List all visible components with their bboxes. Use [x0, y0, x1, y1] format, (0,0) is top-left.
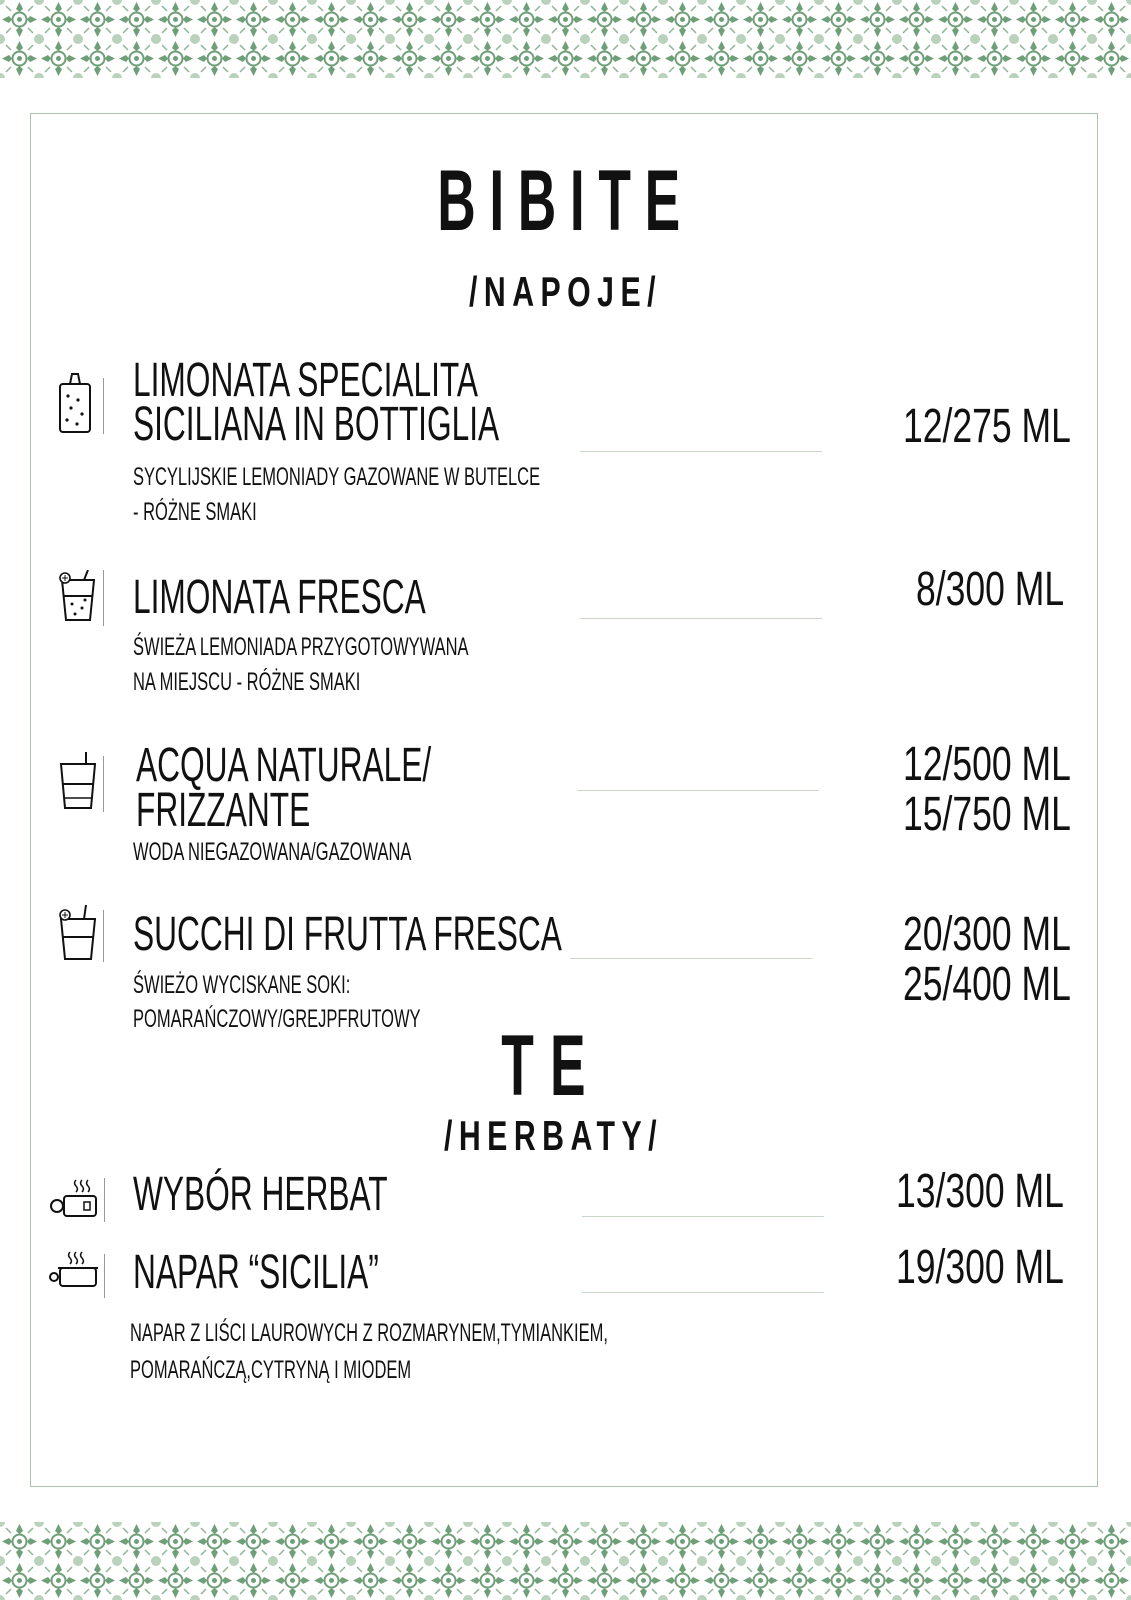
tile-pattern: [0, 0, 1131, 78]
icon-separator: [104, 1178, 105, 1222]
tile-pattern: [0, 1522, 1131, 1600]
price-leader-line: [582, 1216, 824, 1217]
item-description-line: - RÓŻNE SMAKI: [133, 498, 257, 526]
section-subtitle-napoje: /NAPOJE/: [468, 268, 663, 315]
item-name-line: NAPAR “SICILIA”: [133, 1246, 379, 1299]
item-description-line: ŚWIEŻO WYCISKANE SOKI:: [133, 971, 351, 999]
item-description-line: POMARAŃCZĄ,CYTRYNĄ I MIODEM: [130, 1356, 412, 1384]
decorative-tile-border-bottom: [0, 1522, 1131, 1600]
price-leader-line: [577, 790, 819, 791]
decorative-tile-border-top: [0, 0, 1131, 78]
icon-separator: [103, 910, 104, 962]
item-name-line: LIMONATA FRESCA: [133, 571, 426, 624]
item-name-line: SICILIANA IN BOTTIGLIA: [133, 398, 500, 451]
soda-bottle-icon: [56, 372, 96, 436]
item-description-line: ŚWIEŻA LEMONIADA PRZYGOTOWYWANA: [133, 633, 469, 661]
section-title-bibite: BIBITE: [437, 153, 694, 249]
icon-separator: [103, 570, 104, 626]
item-price: 12/275 ML: [903, 400, 1071, 453]
item-price: 20/300 ML: [903, 908, 1071, 961]
icon-separator: [103, 378, 104, 434]
section-subtitle-herbaty: /HERBATY/: [443, 1112, 664, 1159]
icon-separator: [104, 1254, 105, 1298]
item-name-line: FRIZZANTE: [136, 784, 311, 837]
item-price: 25/400 ML: [903, 958, 1071, 1011]
price-leader-line: [570, 958, 812, 959]
item-description-line: NA MIEJSCU - RÓŻNE SMAKI: [133, 668, 361, 696]
item-price: 8/300 ML: [915, 563, 1064, 616]
item-price: 19/300 ML: [896, 1241, 1064, 1294]
item-description-line: NAPAR Z LIŚCI LAUROWYCH Z ROZMARYNEM,TYMIANKIEM,: [130, 1319, 608, 1347]
item-name-line: SUCCHI DI FRUTTA FRESCA: [133, 908, 562, 961]
item-name-line: LIMONATA SPECIALITA: [133, 354, 479, 407]
price-leader-line: [580, 618, 822, 619]
lemonade-glass-icon: [56, 570, 100, 622]
icon-separator: [103, 756, 104, 812]
section-title-te: TE: [501, 1018, 602, 1114]
item-name-line: WYBÓR HERBAT: [133, 1168, 388, 1221]
item-name-line: ACQUA NATURALE/: [136, 739, 432, 792]
item-description-line: POMARAŃCZOWY/GREJPFRUTOWY: [133, 1005, 421, 1033]
item-description-line: SYCYLIJSKIE LEMONIADY GAZOWANE W BUTELCE: [133, 463, 541, 491]
price-leader-line: [580, 451, 822, 452]
juice-glass-icon: [56, 905, 100, 963]
item-price: 12/500 ML: [903, 738, 1071, 791]
water-glass-icon: [56, 752, 100, 812]
item-price: 13/300 ML: [896, 1165, 1064, 1218]
item-description-line: WODA NIEGAZOWANA/GAZOWANA: [133, 838, 412, 866]
item-price: 15/750 ML: [903, 788, 1071, 841]
tea-cup-icon: [48, 1178, 100, 1218]
price-leader-line: [582, 1292, 824, 1293]
infusion-pot-icon: [48, 1250, 100, 1290]
